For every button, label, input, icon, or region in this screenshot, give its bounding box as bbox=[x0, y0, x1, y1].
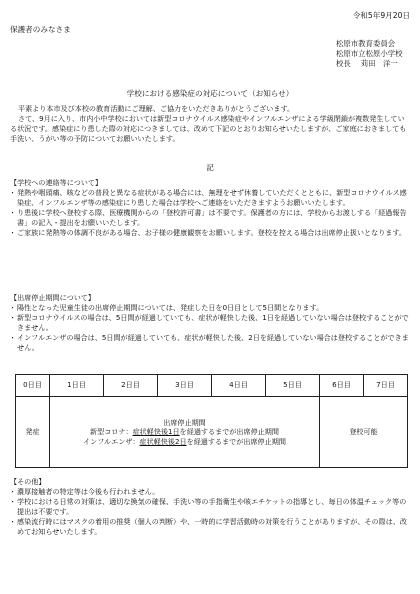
day-cell: 7日目 bbox=[364, 375, 408, 397]
sender-school: 松原市立松原小学校 bbox=[336, 49, 403, 59]
list-item: ・ 発熱や咽頭痛、咳などの普段と異なる症状がある場合には、無理をせず休養していただくとともに、新型コロナウイルス感染症、インフルエンザ等の感染症にり患した場合は学校へご連絡をいただきますようお願いいたします。 bbox=[10, 188, 412, 208]
other-section bbox=[10, 477, 412, 537]
flu-rule-prefix: インフルエンザ： bbox=[83, 436, 140, 446]
list-item: ・ 学校における日常の対策は、適切な換気の確保、手洗い等の手指衛生や咳エチケットの指導とし、毎日の体温チェック等の提出は不要です。 bbox=[10, 497, 412, 517]
list-item: ・ 濃厚接触者の特定等は今後も行われません。 bbox=[10, 487, 412, 497]
other-list bbox=[10, 487, 412, 537]
covid-rule-suffix: を経過するまでが出席停止期間 bbox=[179, 427, 279, 437]
intro-paragraph: 平素より本市及び本校の教育活動にご理解、ご協力をいただきありがとうございます。 bbox=[18, 104, 295, 113]
sender-block bbox=[336, 39, 403, 70]
period-list bbox=[10, 303, 412, 353]
document-title: 学校における感染症の対応について（お知らせ） bbox=[126, 89, 294, 98]
issue-date: 令和5年9月20日 bbox=[352, 11, 410, 20]
attend-cell: 登校可能 bbox=[320, 397, 408, 468]
contact-list bbox=[10, 188, 412, 238]
ki-heading: 記 bbox=[206, 163, 214, 172]
contact-section-title: 【学校への連絡等について】 bbox=[10, 178, 103, 187]
suspension-period-table bbox=[15, 374, 408, 468]
day-cell: 3日目 bbox=[158, 375, 212, 397]
day-cell: 2日目 bbox=[104, 375, 158, 397]
list-item: ・ 感染流行時にはマスクの着用の推奨（個人の判断）や、一時的に学習活動時の対策を行うことがありますが、その際は、改めてお知らせいたします。 bbox=[10, 517, 412, 537]
flu-rule-suffix: を経過するまでが出席停止期間 bbox=[186, 436, 286, 446]
day-cell: 0日目 bbox=[16, 375, 50, 397]
period-section-title: 【出席停止期間について】 bbox=[10, 293, 95, 302]
suspension-period-cell bbox=[50, 397, 320, 468]
onset-cell: 発症 bbox=[16, 397, 50, 468]
list-item: ・ ご家族に発熱等の体調不良がある場合、お子様の健康観察をお願いします。登校を控える場合は出席停止扱いとなります。 bbox=[10, 228, 412, 238]
covid-rule-prefix: 新型コロナ： bbox=[90, 427, 133, 437]
table-header-row bbox=[16, 375, 408, 397]
list-item: ・ インフルエンザの場合は、5日間が経過していても、症状が軽快した後、2日を経過していない場合は登校することができません。 bbox=[10, 333, 412, 353]
sender-board: 松原市教育委員会 bbox=[336, 39, 396, 48]
covid-rule-days: 症状軽快後1日 bbox=[132, 427, 180, 437]
day-cell: 4日目 bbox=[212, 375, 266, 397]
contact-section bbox=[10, 178, 412, 238]
principal-name: 苅田 洋一 bbox=[360, 59, 398, 69]
principal-title: 校長 bbox=[336, 59, 351, 69]
intro-text bbox=[10, 104, 410, 144]
flu-rule bbox=[50, 437, 319, 446]
suspension-period-title: 出席停止期間 bbox=[163, 418, 206, 428]
day-cell: 1日目 bbox=[50, 375, 104, 397]
covid-rule bbox=[50, 427, 319, 436]
other-section-title: 【その他】 bbox=[10, 477, 46, 486]
recipient: 保護者のみなさま bbox=[10, 25, 71, 34]
list-item: ・ 陽性となった児童生徒の出席停止期間については、発症した日を0日目として5日間となります。 bbox=[10, 303, 412, 313]
day-cell: 5日目 bbox=[266, 375, 320, 397]
intro-paragraph: さて、9月に入り、市内小中学校においては新型コロナウイルス感染症やインフルエンザによる学級閉鎖が複数発生している状況です。感染症にり患した際の対応につきましては、改めて下記のとおりお知らせいたしますが、ご家庭におきましても手洗い、うがい等の予防についてお願いいたします。 bbox=[10, 114, 407, 144]
flu-rule-days: 症状軽快後2日 bbox=[139, 436, 187, 446]
list-item: ・ り患後に学校へ登校する際、医療機関からの「登校許可書」は不要です。保護者の方には、学校からお渡しする「経過報告書」の記入・提出をお願いいたします。 bbox=[10, 208, 412, 228]
day-cell: 6日目 bbox=[320, 375, 364, 397]
table-row bbox=[16, 397, 408, 468]
period-section bbox=[10, 293, 412, 353]
sender-principal bbox=[336, 59, 403, 69]
list-item: ・ 新型コロナウイルスの場合は、5日間が経過していても、症状が軽快した後、1日を経過していない場合は登校することができません。 bbox=[10, 313, 412, 333]
